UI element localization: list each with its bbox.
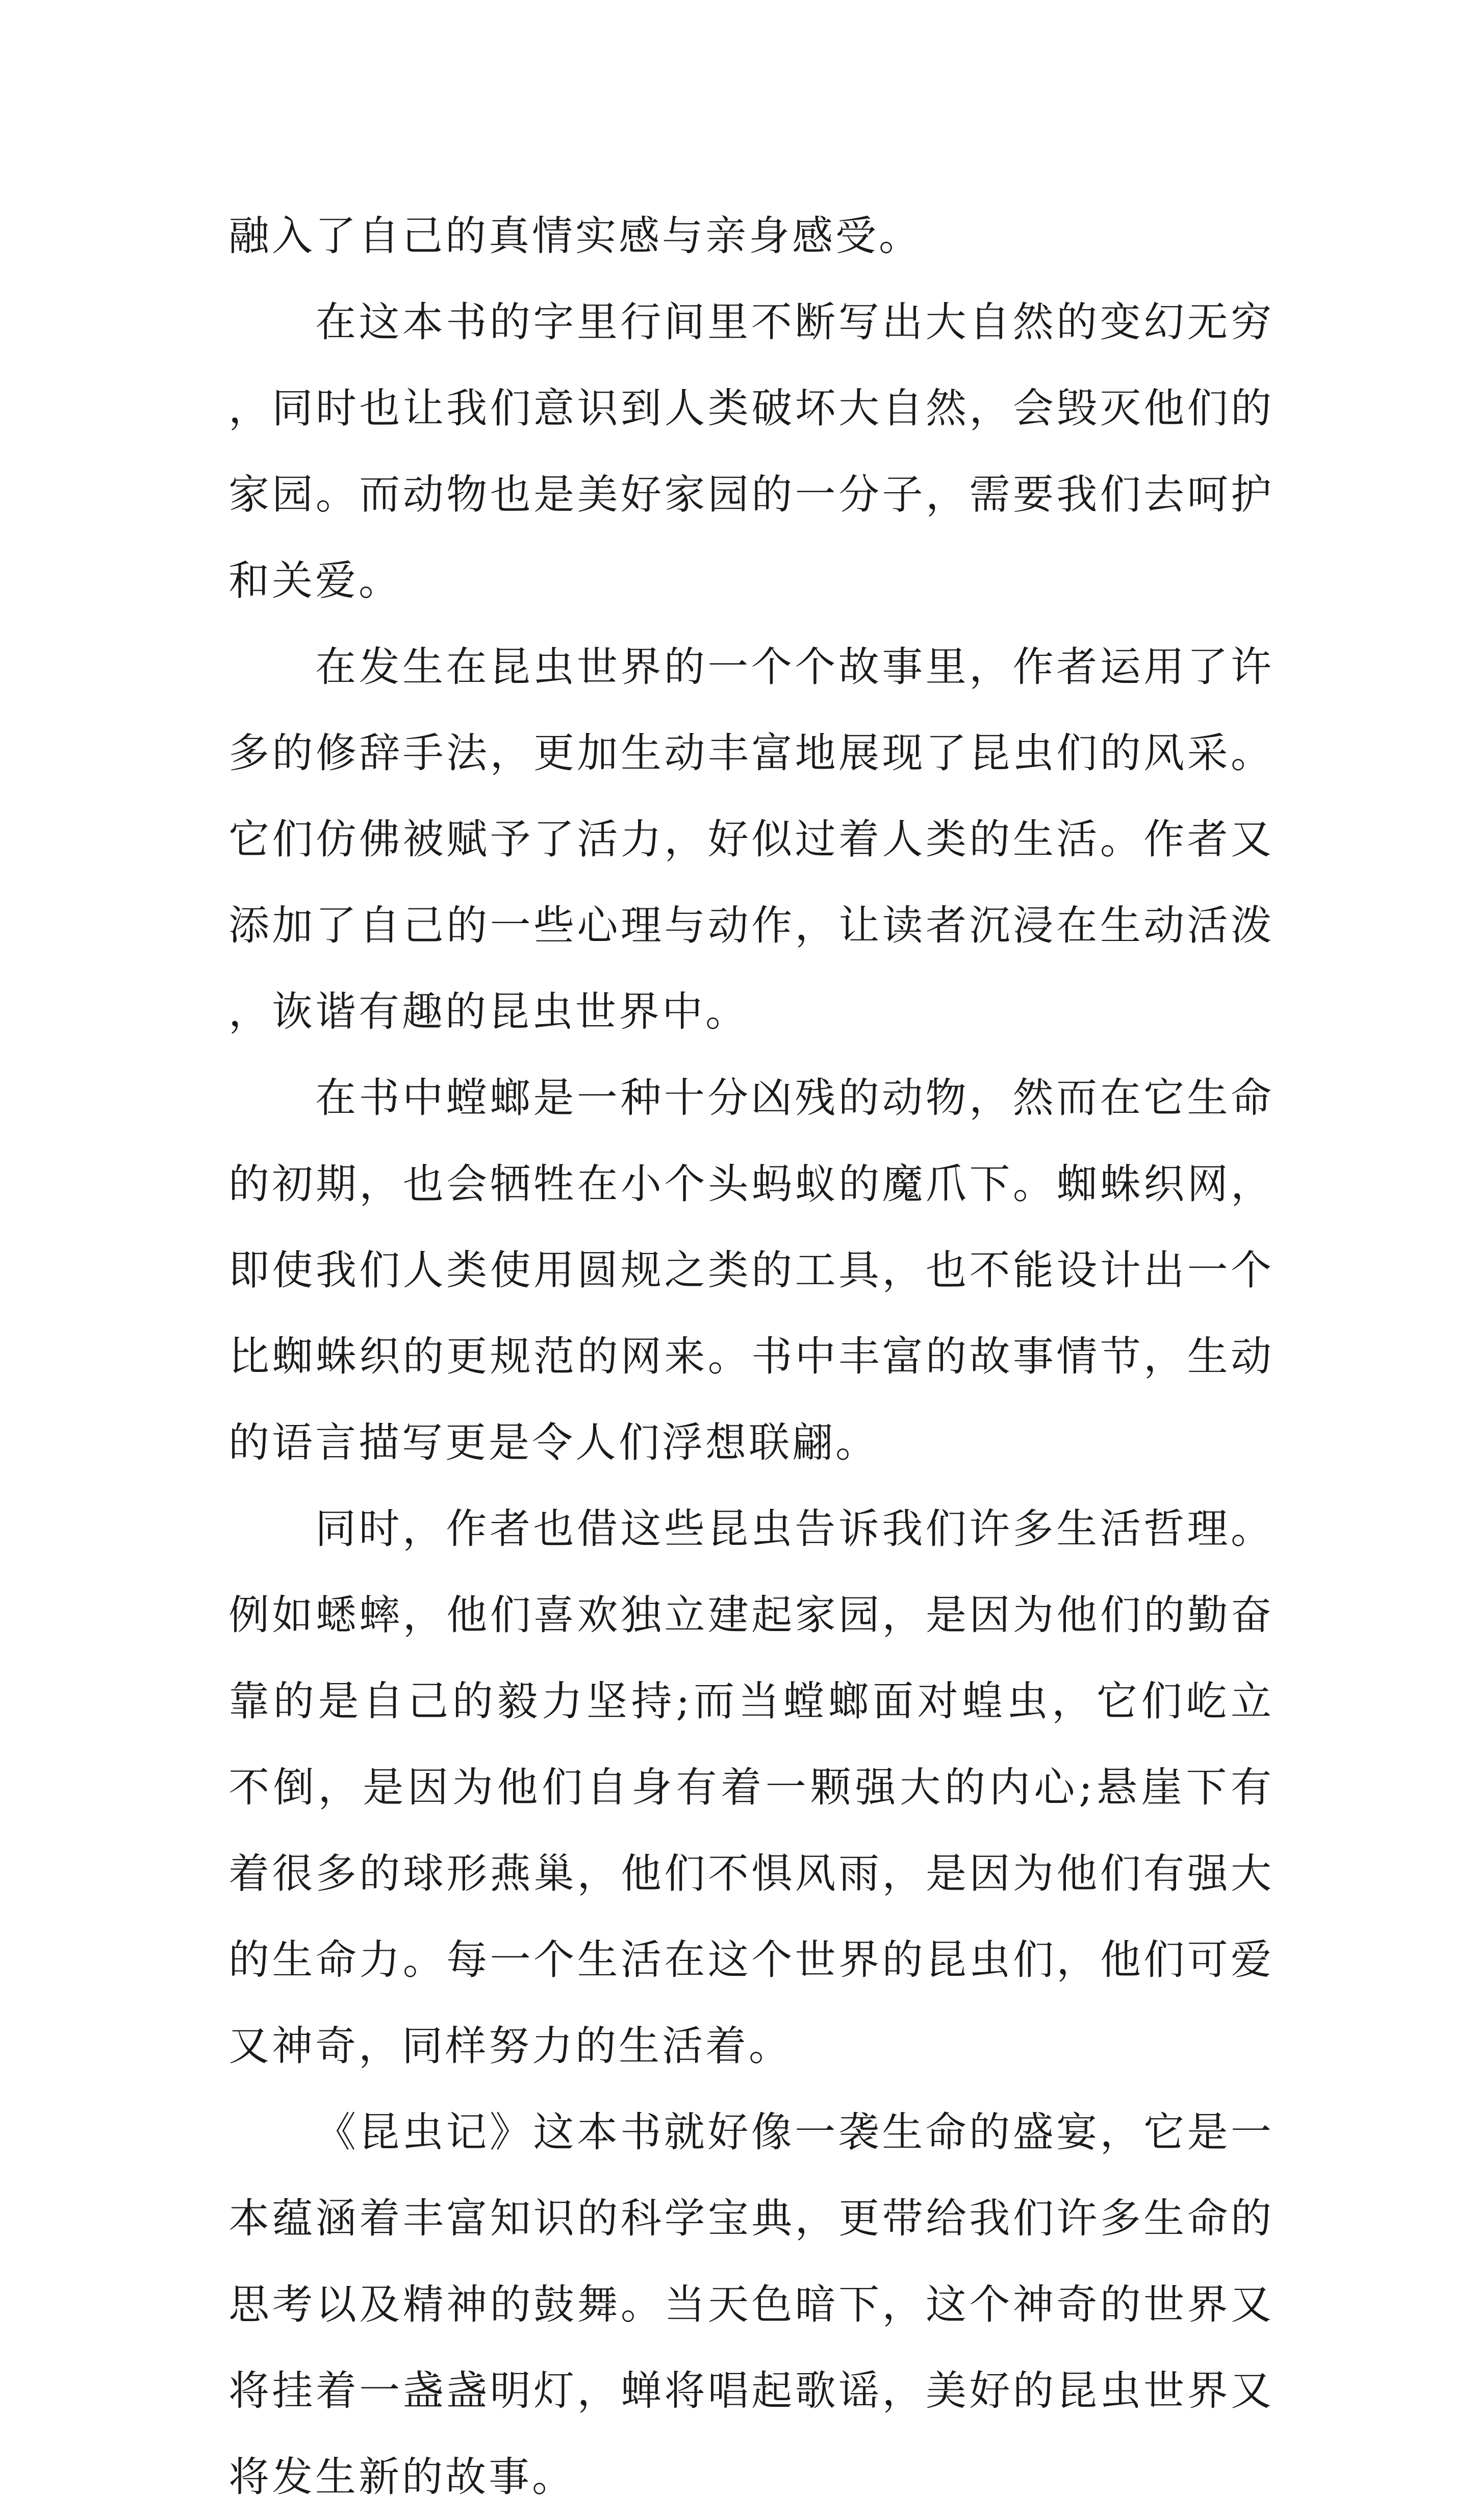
document-body — [228, 193, 1274, 2520]
paragraph-conclusion: 《昆虫记》这本书就好像一袭生命的盛宴，它是一本蕴涵着丰富知识的科学宝典，更带给我们许多生命的思考以及精神的鼓舞。当天色暗下，这个神奇的世界又将挂着一盏盏明灯，蝉将唱起歌谣，美好的昆虫世界又将发生新的故事。 — [228, 2108, 1274, 2501]
paragraph-nature: 在这本书的字里行间里不断写出大自然的变幻无穷，同时也让我们意识到人类破坏大自然，会毁灭他们的家园。而动物也是美好家园的一分子，需要我们去呵护和关爱。 — [228, 298, 1274, 604]
paragraph-continuation: 融入了自己的真情实感与亲身感受。 — [228, 212, 922, 260]
paragraph-life-philosophy: 同时，作者也借这些昆虫告诉我们许多生活哲理。例如蟋蟀，他们喜欢独立建起家园，是因为他们的勤奋靠的是自己的毅力坚持;而当螳螂面对蝗虫，它们屹立不倒，是因为他们自身有着一颗强大的内心;悬崖下有着很多的球形燕巢，他们不惧风雨，是因为他们有强大的生命力。每一个生活在这个世界的昆虫们，他们可爱又神奇，同样努力的生活着。 — [228, 1505, 1274, 2070]
paragraph-rhetoric: 在发生在昆虫世界的一个个故事里，作者运用了许多的修辞手法，更加生动丰富地展现了昆虫们的风采。它们仿佛被赋予了活力，好似过着人类的生活。作者又添加了自己的一些心理与动作，让读者沉浸在生动活泼，诙谐有趣的昆虫世界中。 — [228, 643, 1274, 1035]
paragraph-mantis-spider: 在书中螳螂是一种十分凶残的动物，然而在它生命的初期，也会牺牲在小个头蚂蚁的魔爪下。蜘蛛织网，即使我们人类使用圆规之类的工具，也不能设计出一个比蜘蛛织的更规范的网来。书中丰富的故事情节，生动的语言描写更是令人们浮想联翩。 — [228, 1074, 1274, 1466]
